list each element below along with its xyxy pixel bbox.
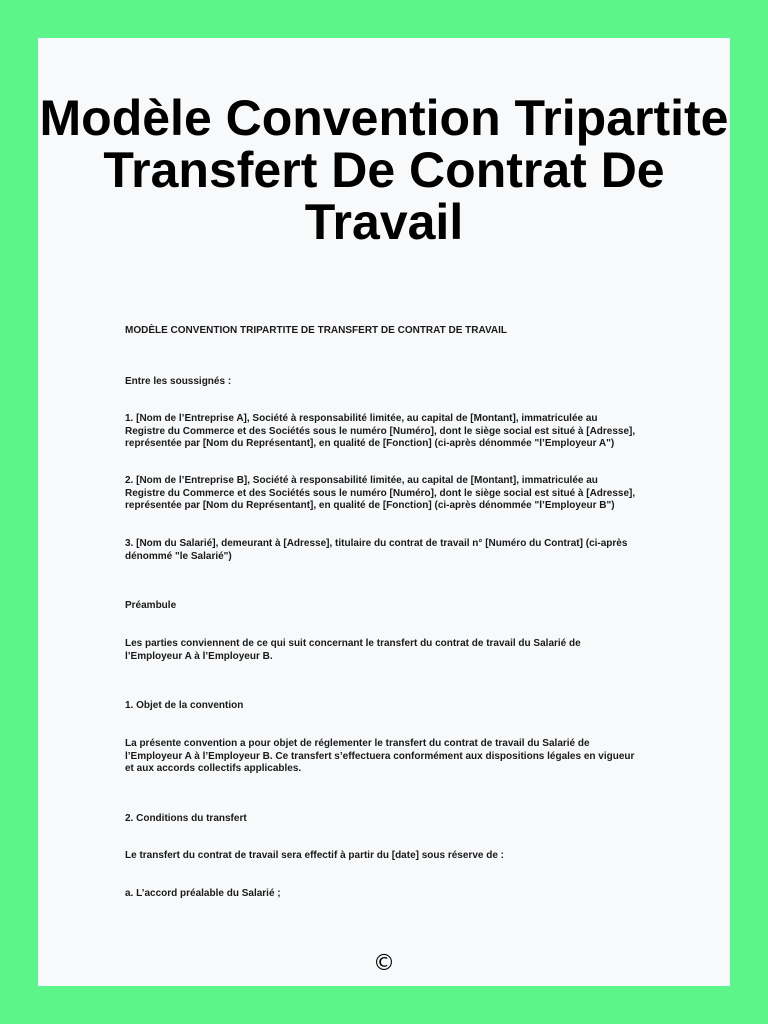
party-3-paragraph xyxy=(125,538,645,563)
text-line: La présente convention a pour objet de réglementer le transfert du contrat de travail du Salarié de xyxy=(125,738,590,749)
title-line: Modèle Convention Tripartite xyxy=(39,90,729,146)
title-line: Travail xyxy=(304,194,464,250)
text-line: et aux accords collectifs applicables. xyxy=(125,763,302,774)
text-line: Registre du Commerce et des Sociétés sous le numéro [Numéro], dont le siège social est situé à [Adresse], xyxy=(125,487,636,499)
copyright-icon: © xyxy=(373,951,395,976)
section-1-paragraph xyxy=(125,738,645,776)
title-line: Transfert De Contrat De xyxy=(103,142,665,198)
preamble-paragraph xyxy=(125,638,645,663)
text-line: 2. [Nom de l’Entreprise B], Société à responsabilité limitée, au capital de [Montant], immatriculée au xyxy=(125,475,598,486)
text-line: dénommé "le Salarié") xyxy=(125,550,232,562)
party-2-paragraph xyxy=(125,475,645,513)
text-line: Les parties conviennent de ce qui suit concernant le transfert du contrat de travail du Salarié de xyxy=(125,638,581,649)
section-2-heading: 2. Conditions du transfert xyxy=(125,813,247,824)
text-line: l’Employeur A à l’Employeur B. xyxy=(125,650,273,662)
section-2-paragraph: Le transfert du contrat de travail sera effectif à partir du [date] sous réserve de : xyxy=(125,850,505,861)
party-1-paragraph xyxy=(125,413,645,451)
text-line: représentée par [Nom du Représentant], en qualité de [Fonction] (ci-après dénommée "l’Employeur A") xyxy=(125,438,615,449)
intro-text: Entre les soussignés : xyxy=(125,376,232,387)
text-line: l’Employeur A à l’Employeur B. Ce transfert s’effectuera conformément aux dispositions légales en vigueur xyxy=(125,750,635,762)
text-line: Registre du Commerce et des Sociétés sous le numéro [Numéro], dont le siège social est situé à [Adresse], xyxy=(125,425,636,437)
section-1-heading: 1. Objet de la convention xyxy=(125,700,244,711)
condition-a: a. L’accord préalable du Salarié ; xyxy=(125,888,281,899)
text-line: 1. [Nom de l’Entreprise A], Société à responsabilité limitée, au capital de [Montant], immatriculée au xyxy=(125,413,598,424)
text-line: 3. [Nom du Salarié], demeurant à [Adresse], titulaire du contrat de travail n° [Numéro du Contrat] (ci-après xyxy=(125,538,628,549)
page-title xyxy=(0,92,768,248)
preamble-heading: Préambule xyxy=(125,600,177,611)
document-heading: MODÈLE CONVENTION TRIPARTITE DE TRANSFERT DE CONTRAT DE TRAVAIL xyxy=(125,325,508,336)
text-line: représentée par [Nom du Représentant], en qualité de [Fonction] (ci-après dénommée "l’Employeur B") xyxy=(125,500,615,511)
